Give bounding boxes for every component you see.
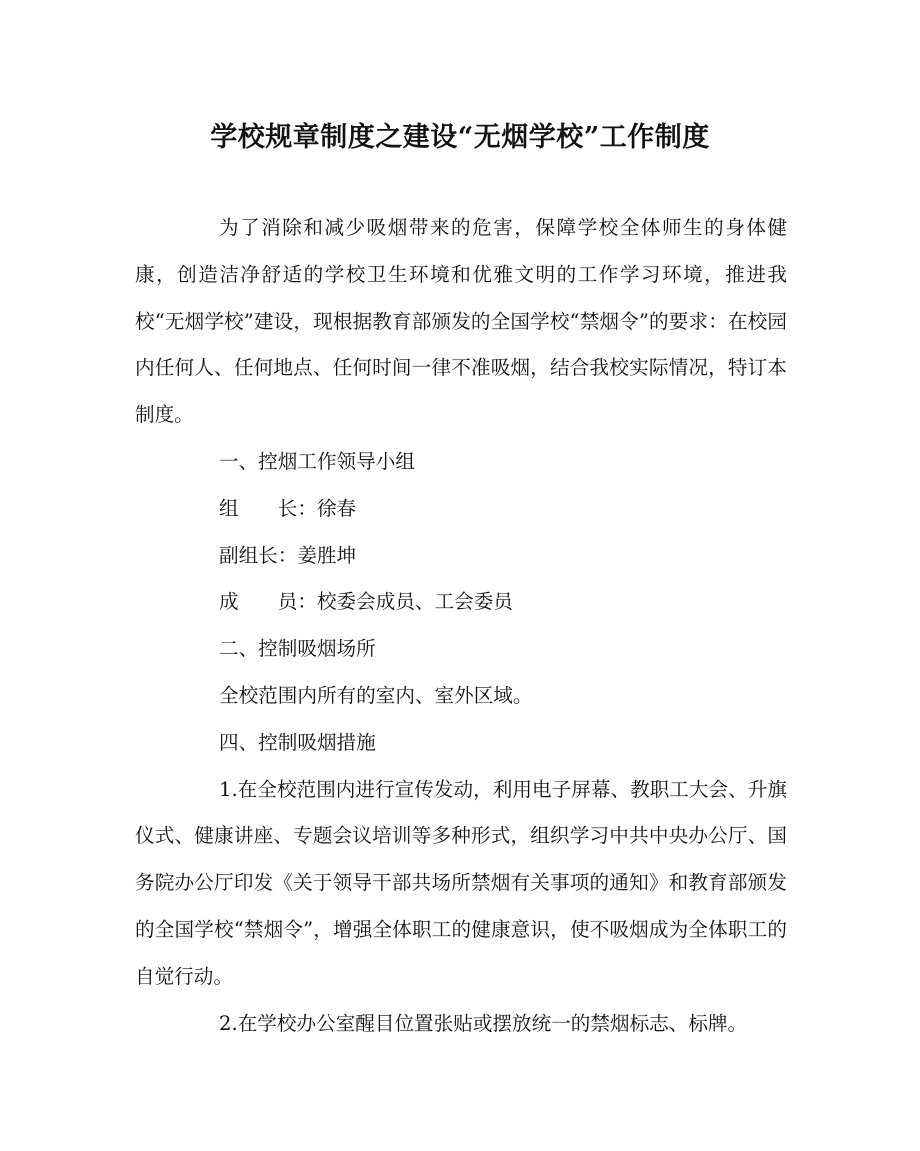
- leader-value: 徐春: [316, 496, 357, 520]
- section-heading-measures: 四、控制吸烟措施: [219, 730, 376, 754]
- document-title: 学校规章制度之建设“无烟学校”工作制度: [210, 122, 710, 153]
- measure-item-2: 2.在学校办公室醒目位置张贴或摆放统一的禁烟标志、标牌。: [219, 1011, 748, 1035]
- members-value: 校委会成员、工会委员: [316, 590, 513, 614]
- deputy-row: [135, 533, 787, 580]
- intro-paragraph: 为了消除和减少吸烟带来的危害，保障学校全体师生的身体健康，创造洁净舒适的学校卫生环境和优雅文明的工作学习环境，推进我校“无烟学校”建设，现根据教育部颁发的全国学校“禁烟令”的要求：在校园内任何人、任何地点、任何时间一律不准吸烟，结合我校实际情况，特订本制度。: [135, 216, 787, 427]
- leader-row: [135, 486, 787, 533]
- members-row: [135, 579, 787, 626]
- section-heading-leadership: 一、控烟工作领导小组: [219, 449, 415, 473]
- members-label: 成 员：: [219, 590, 317, 614]
- measure-item-1: 1.在全校范围内进行宣传发动，利用电子屏幕、教职工大会、升旗仪式、健康讲座、专题会议培训等多种形式，组织学习中共中央办公厅、国务院办公厅印发《关于领导干部共场所禁烟有关事项的通知》和教育部颁发的全国学校“禁烟令”，增强全体职工的健康意识，使不吸烟成为全体职工的自觉行动。: [135, 777, 787, 988]
- document-body: [135, 205, 787, 1047]
- deputy-value: 姜胜坤: [297, 543, 357, 567]
- leader-label: 组 长：: [219, 496, 317, 520]
- section-heading-smoking-areas: 二、控制吸烟场所: [219, 637, 376, 661]
- deputy-label: 副组长：: [219, 543, 298, 567]
- smoking-areas-content: 全校范围内所有的室内、室外区域。: [219, 683, 533, 707]
